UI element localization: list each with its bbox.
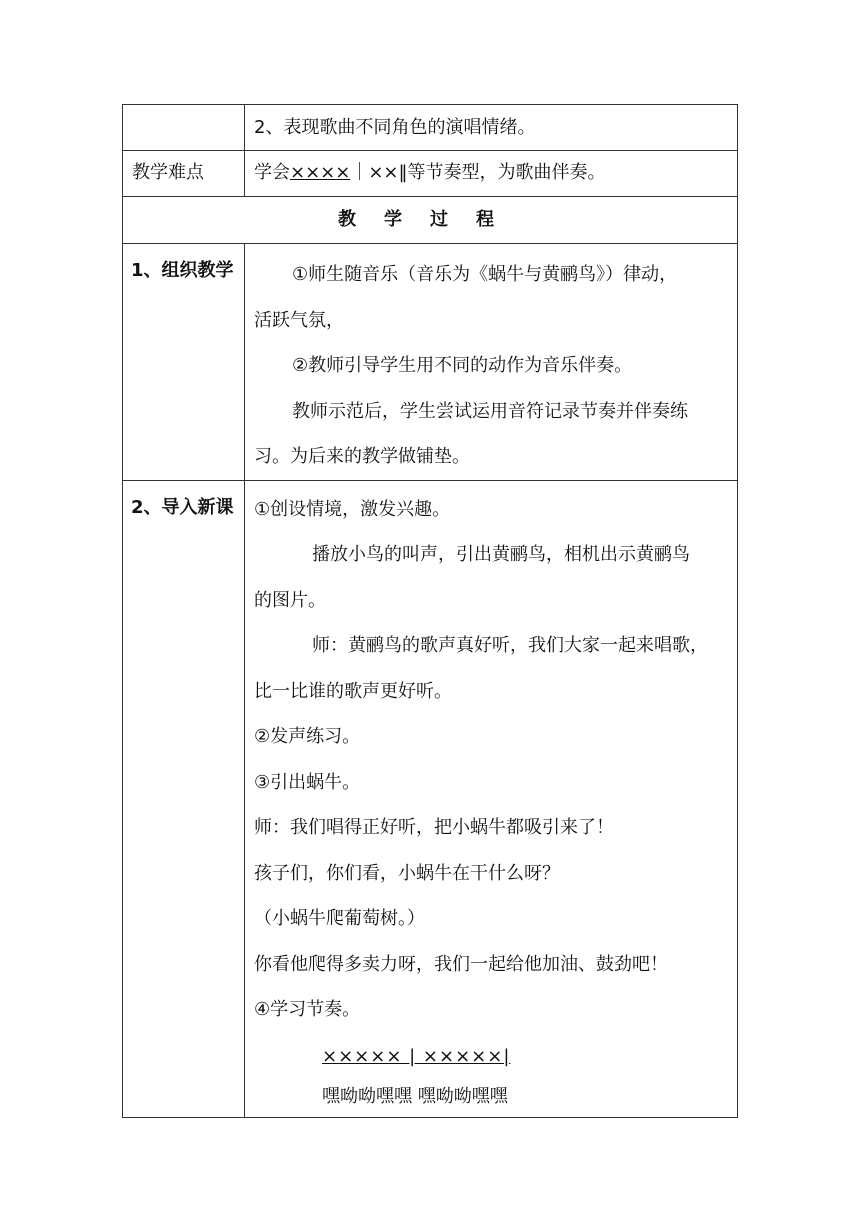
table-row-process-heading (123, 197, 738, 244)
rhythm-lyrics: 嘿呦呦嘿嘿 嘿呦呦嘿嘿 (322, 1085, 508, 1107)
paragraph: ②发声练习。 (254, 726, 361, 747)
difficulty-prefix: 学会 (254, 162, 290, 183)
table-row-section-1 (123, 244, 738, 481)
paragraph: 孩子们，你们看，小蜗牛在干什么呀？ (254, 862, 560, 884)
paragraph: ③引出蜗牛。 (254, 771, 361, 793)
paragraph: 你看他爬得多卖力呀，我们一起给他加油、鼓劲吧！ (254, 953, 668, 975)
label-cell-empty (123, 105, 245, 151)
paragraph: 活跃气氛， (254, 309, 344, 331)
difficulty-label-cell (123, 151, 245, 197)
section-1-label: 1、组织教学 (131, 260, 234, 281)
table-row-goal-2 (123, 105, 738, 151)
section-2-label-cell (123, 480, 245, 1117)
paragraph: ②教师引导学生用不同的动作为音乐伴奏。 (292, 355, 633, 376)
section-1-content-cell (245, 244, 738, 481)
paragraph: 教师示范后，学生尝试运用音符记录节奏并伴奏练 (292, 400, 688, 422)
table-row-difficulty (123, 151, 738, 197)
paragraph: （小蜗牛爬葡萄树。） (254, 908, 425, 929)
difficulty-rhythm: ×××× (290, 162, 351, 183)
difficulty-text (245, 151, 737, 185)
paragraph: 师：我们唱得正好听，把小蜗牛都吸引来了！ (254, 817, 614, 838)
paragraph: ④学习节奏。 (254, 999, 361, 1020)
rhythm-notation-text: ××××× | ×××××| (322, 1045, 511, 1067)
paragraph: 习。为后来的教学做铺垫。 (254, 446, 470, 467)
paragraph: 比一比谁的歌声更好听。 (254, 680, 452, 702)
paragraph: ①创设情境，激发兴趣。 (254, 498, 451, 520)
difficulty-suffix: ｜××‖等节奏型，为歌曲伴奏。 (350, 162, 606, 183)
paragraph: ①师生随音乐（音乐为《蜗牛与黄鹂鸟》）律动， (292, 264, 678, 285)
difficulty-content-cell (245, 151, 738, 197)
paragraph: 的图片。 (254, 589, 326, 611)
paragraph: 师：黄鹂鸟的歌声真好听，我们大家一起来唱歌， (312, 635, 708, 656)
rhythm-notation (254, 1037, 731, 1077)
section-2-content (245, 481, 737, 1117)
goal-2-cell (245, 105, 738, 151)
section-2-label: 2、导入新课 (131, 496, 234, 518)
section-1-label-cell (123, 244, 245, 481)
section-1-content (245, 244, 737, 480)
goal-2-text: 2、表现歌曲不同角色的演唱情绪。 (254, 117, 536, 138)
process-heading: 教学过程 (123, 197, 738, 244)
difficulty-label: 教学难点 (132, 162, 204, 183)
lesson-plan-table (122, 104, 738, 1118)
paragraph: 播放小鸟的叫声，引出黄鹂鸟，相机出示黄鹂鸟 (312, 544, 690, 565)
section-2-content-cell (245, 480, 738, 1117)
table-row-section-2 (123, 480, 738, 1117)
